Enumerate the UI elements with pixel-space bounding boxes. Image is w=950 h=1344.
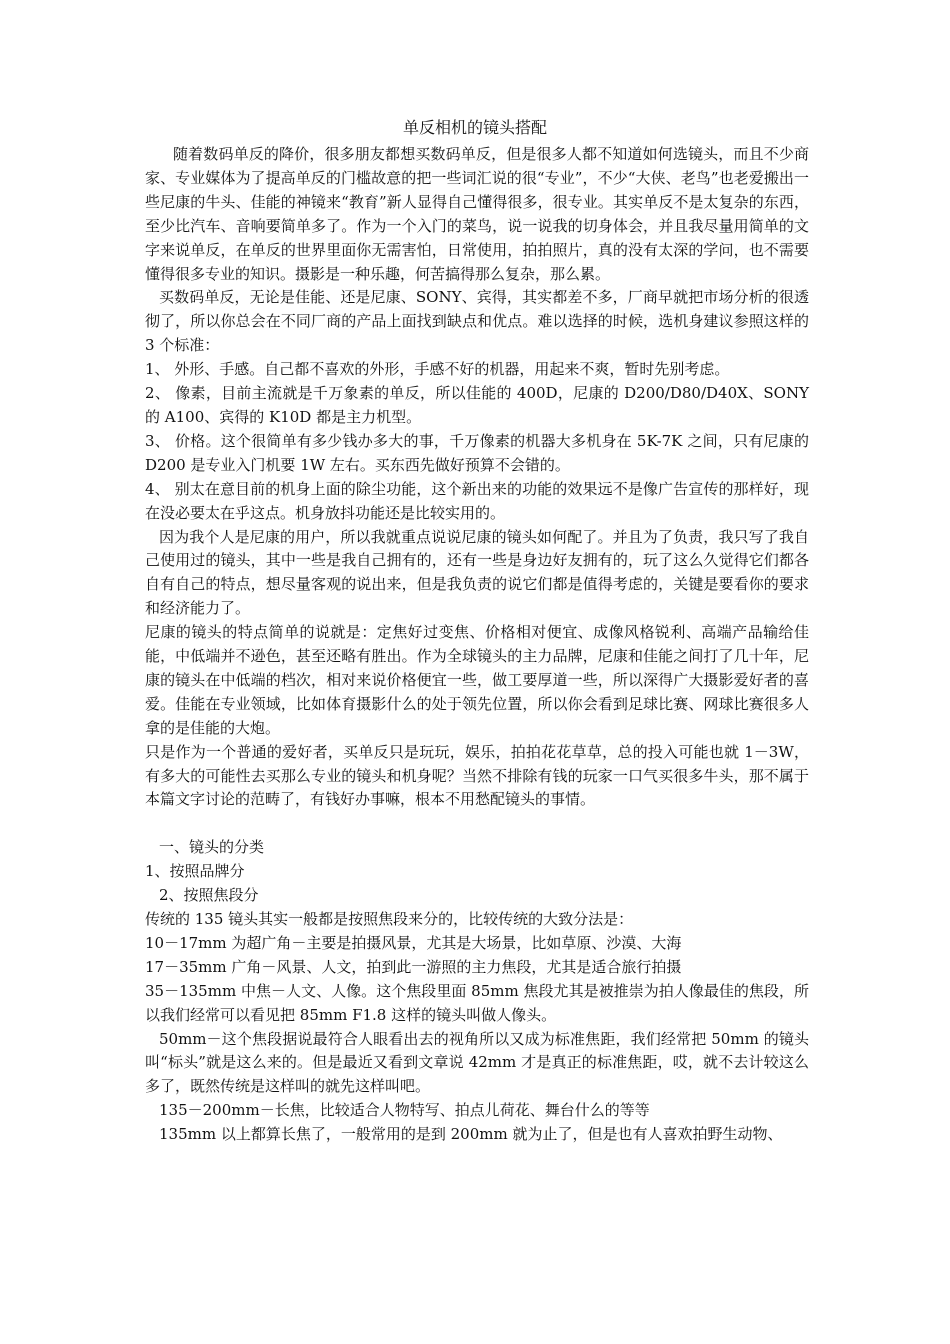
paragraph-135-classification: 传统的 135 镜头其实一般都是按照焦段来分的，比较传统的大致分法是：: [145, 909, 634, 928]
focal-range-tele: 135－200mm－长焦，比较适合人物特写、拍点儿荷花、舞台什么的等等: [159, 1101, 650, 1120]
subheading-by-brand: 1、按照品牌分: [145, 862, 245, 881]
document-title: 单反相机的镜头搭配: [402, 118, 547, 137]
paragraph-hobbyist: 只是作为一个普通的爱好者，买单反只是玩玩，娱乐，拍拍花花草草，总的投入可能也就 1－3W，有多大的可能性去买那么专业的镜头和机身呢？当然不排除有钱的玩家一口气买很多牛头，那不属于本篇文字讨论的范畴了，有钱好办事嘛，根本不用愁配镜头的事情。: [145, 742, 809, 809]
focal-range-standard: 50mm－这个焦段据说最符合人眼看出去的视角所以又成为标准焦距，我们经常把 50mm 的镜头叫“标头”就是这么来的。但是最近又看到文章说 42mm 才是真正的标准焦距，哎，就不去计较这么多了，既然传统是这样叫的就先这样叫吧。: [145, 1029, 809, 1096]
document-body: [145, 143, 809, 1147]
focal-range-medium: 35－135mm 中焦－人文、人像。这个焦段里面 85mm 焦段尤其是被推崇为拍人像最佳的焦段，所以我们经常可以看见把 85mm F1.8 这样的镜头叫做人像头。: [145, 981, 809, 1024]
criterion-item-1: 1、 外形、手感。自己都不喜欢的外形，手感不好的机器，用起来不爽，暂时先别考虑。: [145, 360, 730, 379]
subheading-by-focal-range: 2、按照焦段分: [159, 886, 259, 905]
paragraph-nikon-user: 因为我个人是尼康的用户，所以我就重点说说尼康的镜头如何配了。并且为了负责，我只写了我自己使用过的镜头，其中一些是我自己拥有的，还有一些是身边好友拥有的，玩了这么久觉得它们都各自有自己的特点，想尽量客观的说出来，但是我负责的说它们都是值得考虑的，关键是要看你的要求和经济能力了。: [145, 527, 809, 618]
paragraph-intro: 随着数码单反的降价，很多朋友都想买数码单反，但是很多人都不知道如何选镜头，而且不少商家、专业媒体为了提高单反的门槛故意的把一些词汇说的很“专业”，不少“大侠、老鸟”也老爱搬出一些尼康的牛头、佳能的神镜来“教育”新人显得自己懂得很多，很专业。其实单反不是太复杂的东西，至少比汽车、音响要简单多了。作为一个入门的菜鸟，说一说我的切身体会，并且我尽量用简单的文字来说单反，在单反的世界里面你无需害怕，日常使用，拍拍照片，真的没有太深的学问，也不需要懂得很多专业的知识。摄影是一种乐趣，何苦搞得那么复杂，那么累。: [145, 145, 809, 283]
focal-range-ultrawide: 10－17mm 为超广角－主要是拍摄风景，尤其是大场景，比如草原、沙漠、大海: [145, 933, 682, 952]
criterion-item-4: 4、 别太在意目前的机身上面的除尘功能，这个新出来的功能的效果远不是像广告宣传的那样好，现在没必要太在乎这点。机身放抖功能还是比较实用的。: [145, 479, 809, 522]
blank-line: [145, 812, 809, 836]
focal-range-wide: 17－35mm 广角－风景、人文，拍到此一游照的主力焦段，尤其是适合旅行拍摄: [145, 957, 682, 976]
paragraph-buying: 买数码单反，无论是佳能、还是尼康、SONY、宾得，其实都差不多，厂商早就把市场分析的很透彻了，所以你总会在不同厂商的产品上面找到缺点和优点。难以选择的时候，选机身建议参照这样的 3 个标准：: [145, 288, 809, 355]
section-heading-lens-types: 一、镜头的分类: [159, 838, 265, 857]
criterion-item-2: 2、 像素，目前主流就是千万象素的单反，所以佳能的 400D，尼康的 D200/D80/D40X、SONY 的 A100、宾得的 K10D 都是主力机型。: [145, 384, 809, 426]
focal-range-long-tele: 135mm 以上都算长焦了，一般常用的是到 200mm 就为止了，但是也有人喜欢拍野生动物、: [159, 1125, 783, 1144]
paragraph-nikon-features: 尼康的镜头的特点简单的说就是：定焦好过变焦、价格相对便宜、成像风格锐利、高端产品输给佳能，中低端并不逊色，甚至还略有胜出。作为全球镜头的主力品牌，尼康和佳能之间打了几十年，尼康的镜头在中低端的档次，相对来说价格便宜一些，做工要厚道一些，所以深得广大摄影爱好者的喜爱。佳能在专业领域，比如体育摄影什么的处于领先位置，所以你会看到足球比赛、网球比赛很多人拿的是佳能的大炮。: [145, 623, 809, 737]
criterion-item-3: 3、 价格。这个很简单有多少钱办多大的事，千万像素的机器大多机身在 5K-7K 之间，只有尼康的 D200 是专业入门机要 1W 左右。买东西先做好预算不会错的。: [145, 431, 809, 474]
